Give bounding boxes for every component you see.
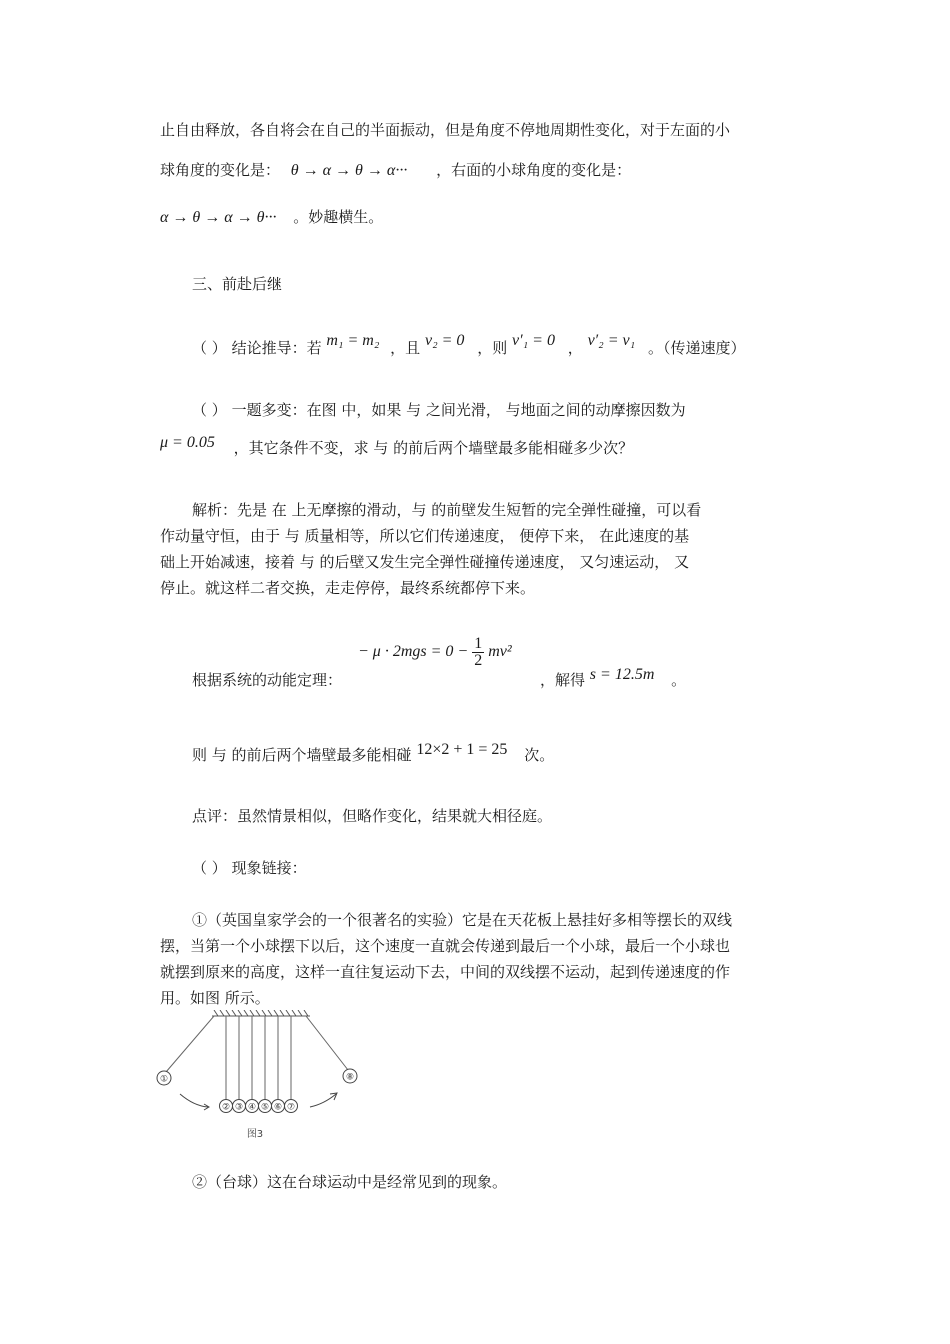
para-line: 止自由释放，各自将会在自己的半面振动，但是角度不停地周期性变化，对于左面的小 — [160, 121, 731, 139]
para-text: ，右面的小球角度的变化是： — [436, 161, 632, 179]
analysis-line: 停止。就这样二者交换，走走停停，最终系统都停下来。 — [160, 579, 536, 597]
pendulum-strings — [166, 1016, 348, 1100]
note-text: 。（传递速度） — [647, 339, 746, 357]
problem-line — [160, 434, 634, 459]
link-line: ②（台球）这在台球运动中是经常见到的现象。 — [192, 1173, 508, 1191]
equation-right-ball: α → θ → α → θ··· — [160, 209, 277, 226]
equation-mass: m₁ = m₂ — [326, 332, 380, 349]
count-unit: 次。 — [524, 746, 555, 764]
link-line: ①（英国皇家学会的一个很著名的实验）它是在天花板上悬挂好多相等摆长的双线 — [192, 911, 733, 929]
conclusion-line — [192, 332, 746, 359]
count-line — [192, 741, 555, 766]
item-number: （ ） — [192, 339, 227, 357]
problem-text: ，其它条件不变，求 与 的前后两个墙壁最多能相碰多少次？ — [233, 439, 634, 457]
equation-lhs: − μ · 2mgs = 0 − — [358, 643, 469, 661]
period: 。 — [671, 671, 687, 689]
ball-label: ⑦ — [286, 1102, 296, 1113]
conjunction: ，且 — [390, 339, 421, 357]
ball-label: ⑧ — [345, 1072, 355, 1083]
equation-v2: v₂ = 0 — [424, 332, 465, 349]
conjunction: ，则 — [477, 339, 508, 357]
ball-label: ⑤ — [260, 1102, 270, 1113]
solve-text — [540, 666, 687, 691]
fraction-denominator: 2 — [474, 652, 483, 669]
equation-v2-prime: v′₂ = v₁ — [587, 332, 636, 349]
problem-text: 一题多变：在图 中，如果 与 之间光滑， 与地面之间的动摩擦因数为 — [231, 401, 686, 419]
analysis-line: 础上开始减速，接着 与 的后壁又发生完全弹性碰撞传递速度， 又匀速运动， 又 — [160, 553, 690, 571]
equation-left-ball: θ → α → θ → α··· — [290, 162, 408, 179]
item-number: （ ） — [192, 859, 227, 877]
link-line: 摆，当第一个小球摆下以后，这个速度一直就会传递到最后一个小球，最后一个小球也 — [160, 937, 731, 955]
figure-caption: 图3 — [246, 1129, 264, 1140]
fraction-numerator: 1 — [474, 635, 483, 652]
analysis-line: 解析：先是 在 上无摩擦的滑动，与 的前壁发生短暂的完全弹性碰撞，可以看 — [192, 501, 702, 519]
problem-line — [192, 400, 686, 420]
ball-label: ④ — [247, 1102, 257, 1113]
ball-label: ① — [159, 1074, 169, 1085]
item-label: 现象链接： — [231, 859, 307, 877]
equation-rhs: mv² — [488, 643, 512, 661]
item3-line — [192, 858, 307, 878]
link-line: 用。如图 所示。 — [160, 989, 270, 1007]
arrow-left-icon — [180, 1094, 208, 1107]
comment-text: 点评：虽然情景相似，但略作变化，结果就大相径庭。 — [192, 807, 553, 825]
separator: ， — [567, 339, 583, 357]
item-label: 结论推导：若 — [231, 339, 322, 357]
solve-label: ，解得 — [540, 671, 586, 689]
equation-mu: μ = 0.05 — [160, 434, 215, 451]
fraction — [472, 636, 484, 669]
pendulum-balls — [157, 1069, 357, 1113]
ball-label: ③ — [234, 1102, 244, 1113]
para-line — [160, 160, 631, 181]
ball-label: ⑥ — [273, 1102, 283, 1113]
analysis-line: 作动量守恒，由于 与 质量相等，所以它们传递速度， 便停下来， 在此速度的基 — [160, 527, 690, 545]
item-number: （ ） — [192, 401, 227, 419]
arrow-right-icon — [310, 1094, 336, 1107]
ceiling — [212, 1010, 310, 1016]
equation-count: 12×2 + 1 = 25 — [416, 741, 508, 758]
section-heading: 三、前赴后继 — [192, 275, 283, 293]
para-text: 球角度的变化是： — [160, 161, 281, 179]
ball-label: ② — [221, 1102, 231, 1113]
energy-equation — [358, 636, 512, 669]
newtons-cradle-figure — [150, 1010, 370, 1145]
equation-v1-prime: v′₁ = 0 — [512, 332, 555, 349]
count-text: 则 与 的前后两个墙壁最多能相碰 — [192, 746, 412, 764]
link-line: 就摆到原来的高度，这样一直往复运动下去，中间的双线摆不运动，起到传递速度的作 — [160, 963, 731, 981]
para-text: 。妙趣横生。 — [293, 208, 384, 226]
para-line — [160, 207, 383, 228]
equation-result: s = 12.5m — [589, 666, 655, 683]
energy-label: 根据系统的动能定理： — [192, 671, 343, 689]
